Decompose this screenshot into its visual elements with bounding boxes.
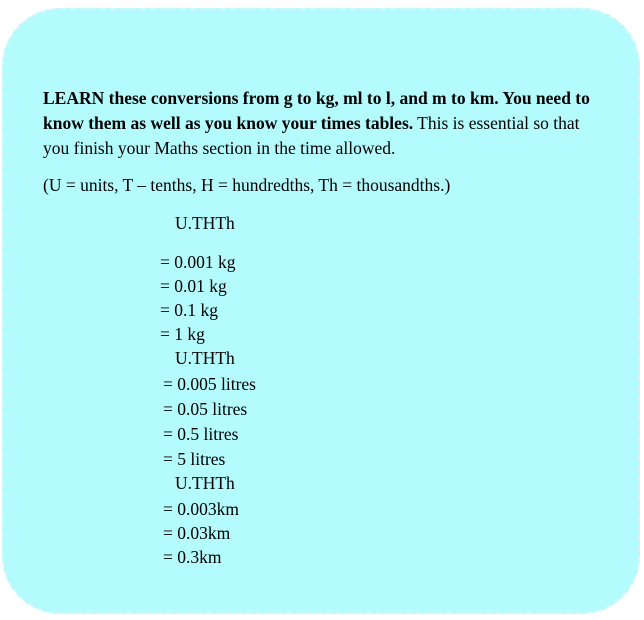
length-row-rhs: = 0.3km <box>163 547 222 567</box>
volume-place-value-header: U.THTh <box>175 348 235 368</box>
mass-row-rhs: = 1 kg <box>160 324 205 344</box>
intro-plain-text: This is essential so that you finish your Maths section in the time allowed. <box>43 113 580 158</box>
place-value-legend: (U = units, T – tenths, H = hundredths, Th = thousandths.) <box>43 175 451 195</box>
length-place-value-header: U.THTh <box>175 473 235 493</box>
mass-row-rhs: = 0.01 kg <box>160 276 227 296</box>
mass-row-rhs: = 0.1 kg <box>160 300 218 320</box>
mass-place-value-header: U.THTh <box>175 213 235 233</box>
intro-bold-text: LEARN these conversions from g to kg, ml to l, and m to km. You need to know them as well as you know your times tables. <box>43 88 590 133</box>
volume-row-rhs: = 5 litres <box>163 449 226 469</box>
intro-paragraph <box>43 86 603 161</box>
length-row-rhs: = 0.03km <box>163 523 231 543</box>
volume-row-rhs: = 0.005 litres <box>163 374 256 394</box>
volume-row-rhs: = 0.05 litres <box>163 399 248 419</box>
mass-row-rhs: = 0.001 kg <box>160 252 236 272</box>
volume-row-rhs: = 0.5 litres <box>163 424 239 444</box>
length-row-rhs: = 0.003km <box>163 499 239 519</box>
